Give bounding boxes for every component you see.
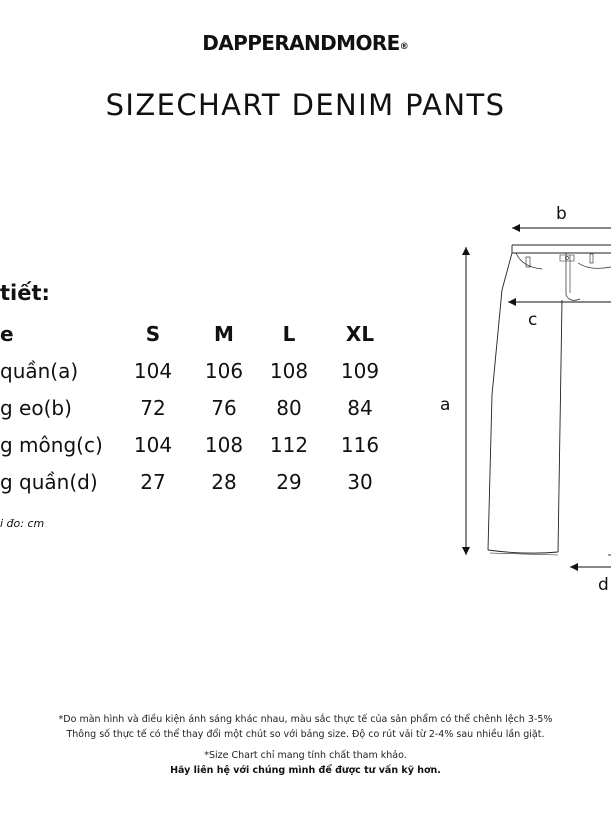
table-cell: 76 [211, 396, 237, 420]
page-title: SIZECHART DENIM PANTS [105, 88, 506, 122]
table-header-row [0, 322, 420, 352]
label-c: c [528, 310, 538, 330]
table-row [0, 359, 420, 389]
table-cell: 109 [340, 359, 380, 383]
table-row [0, 396, 420, 426]
table-cell: 30 [347, 470, 373, 494]
table-cell: 106 [204, 359, 244, 383]
table-cell: 29 [276, 470, 302, 494]
label-d: d [598, 575, 609, 595]
row-label: g quần(d) [0, 470, 98, 494]
table-cell: 108 [204, 433, 244, 457]
table-header-label: e [0, 322, 14, 346]
unit-note: i đo: cm [0, 517, 45, 530]
table-row [0, 470, 420, 500]
table-cell: 108 [269, 359, 309, 383]
row-label: quần(a) [0, 359, 79, 383]
label-b: b [556, 204, 567, 224]
size-header: S [145, 322, 161, 346]
row-label: g eo(b) [0, 396, 72, 420]
note-color-difference: *Do màn hình và điều kiện ánh sáng khác nhau, màu sắc thực tế của sản phẩm có thể chênh lệch 3-5% [58, 714, 553, 725]
row-label: g mông(c) [0, 433, 103, 457]
table-cell: 104 [133, 433, 173, 457]
table-cell: 104 [133, 359, 173, 383]
note-reference: *Size Chart chỉ mang tính chất tham khảo. [204, 750, 407, 761]
table-cell: 27 [140, 470, 166, 494]
registered-mark: ® [399, 42, 409, 52]
label-a: a [440, 395, 451, 415]
table-cell: 28 [211, 470, 237, 494]
note-shrinkage: Thông số thực tế có thể thay đổi một chút so với bảng size. Độ co rút vải từ 2-4% sau nhiều lần giặt. [66, 729, 545, 740]
brand-logo [0, 31, 611, 55]
table-cell: 112 [269, 433, 309, 457]
note-contact: Hãy liên hệ với chúng mình để được tư vấn kỹ hơn. [170, 765, 441, 776]
size-header: XL [345, 322, 375, 346]
table-cell: 72 [140, 396, 166, 420]
table-cell: 116 [340, 433, 380, 457]
table-row [0, 433, 420, 463]
brand-name: DAPPERANDMORE [202, 31, 400, 55]
table-cell: 84 [347, 396, 373, 420]
table-cell: 80 [276, 396, 302, 420]
size-header: M [214, 322, 234, 346]
size-header: L [282, 322, 296, 346]
pants-diagram [430, 195, 611, 605]
pants-outline [488, 245, 611, 555]
section-heading: tiết: [0, 281, 50, 305]
